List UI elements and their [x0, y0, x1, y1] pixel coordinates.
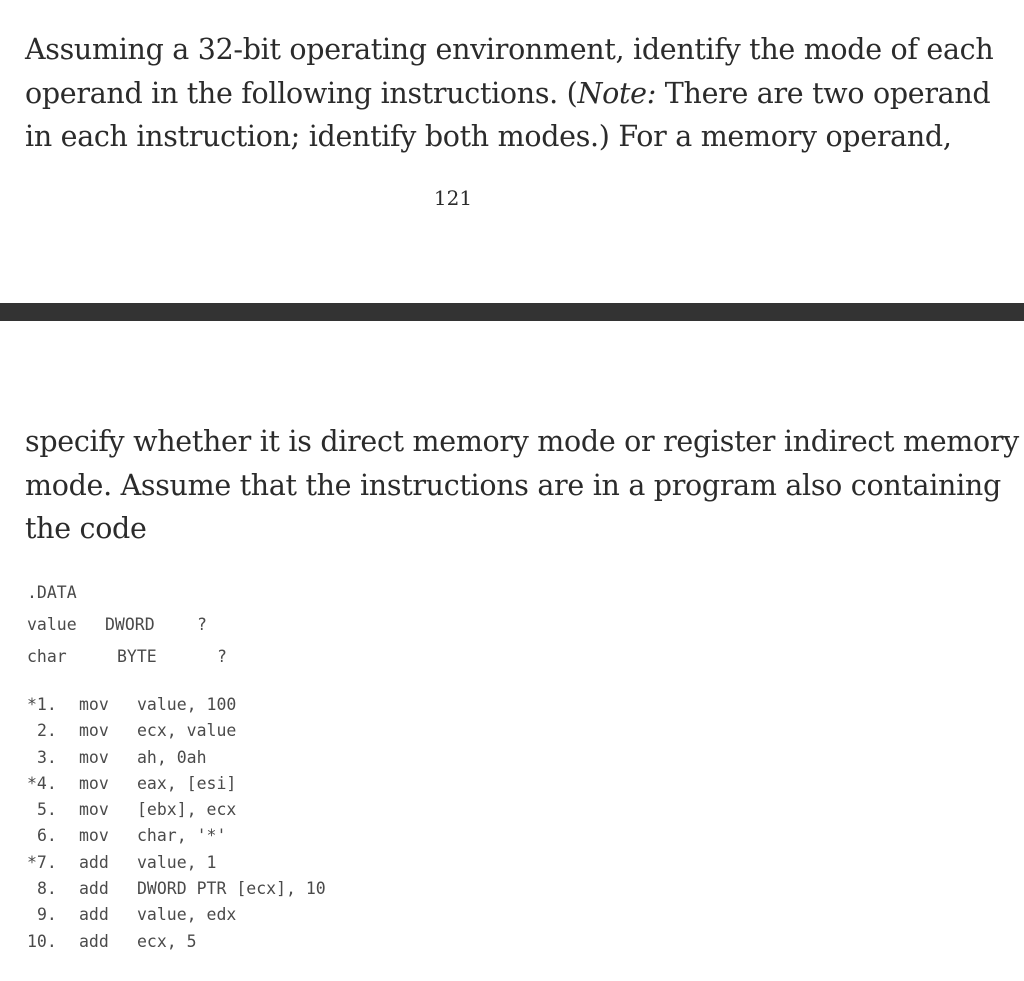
decl-init: ? — [217, 647, 227, 666]
declaration-row — [27, 615, 207, 634]
instruction-number: *1. — [27, 695, 57, 714]
instruction-operands: value, 100 — [137, 695, 237, 714]
instruction-number: *7. — [27, 852, 57, 872]
instruction-op: mov — [79, 695, 109, 714]
page-divider — [0, 303, 1024, 321]
instruction-number: 5. — [36, 800, 57, 820]
decl-init: ? — [197, 615, 207, 634]
instruction-number: *4. — [27, 773, 57, 793]
instruction-op: mov — [79, 800, 109, 820]
instruction-operands: ah, 0ah — [137, 747, 207, 767]
decl-name: value — [27, 615, 77, 634]
instruction-number: 9. — [36, 905, 57, 925]
instruction-number: 8. — [36, 879, 57, 899]
text-line — [25, 72, 991, 116]
instruction-op: add — [79, 905, 109, 925]
text-line: in each instruction; identify both modes.) For a memory operand, — [25, 120, 952, 153]
instruction-operands: [ebx], ecx — [137, 800, 237, 820]
instruction-number: 2. — [36, 721, 57, 741]
instruction-op: add — [79, 931, 109, 951]
instruction-list — [27, 692, 326, 955]
page-number: 121 — [433, 186, 473, 210]
text-line: Assuming a 32-bit operating environment, identify the mode of each — [25, 33, 994, 66]
page-top-paragraph — [25, 28, 994, 163]
instruction-op: mov — [79, 826, 109, 846]
decl-type: DWORD — [105, 615, 155, 634]
instruction-operands: ecx, 5 — [137, 931, 197, 951]
instruction-operands: value, edx — [137, 905, 237, 925]
text-line: specify whether it is direct memory mode or register indirect memory — [25, 425, 1019, 458]
instruction-row — [27, 823, 326, 849]
text-line: mode. Assume that the instructions are in a program also containing — [25, 468, 1001, 502]
instruction-operands: DWORD PTR [ecx], 10 — [137, 879, 326, 899]
instruction-op: mov — [79, 747, 109, 767]
instruction-op: add — [79, 879, 109, 899]
instruction-number: 3. — [36, 747, 57, 767]
instruction-operands: char, '*' — [137, 826, 227, 846]
instruction-row — [27, 902, 326, 928]
instruction-row — [27, 718, 326, 744]
instruction-row — [27, 692, 326, 718]
instruction-row — [27, 929, 326, 955]
instruction-number: 10. — [27, 931, 57, 951]
instruction-operands: ecx, value — [137, 721, 237, 741]
instruction-row — [27, 797, 326, 823]
instruction-row — [27, 850, 326, 876]
page-bottom-paragraph — [25, 420, 1019, 555]
instruction-operands: eax, [esi] — [137, 773, 237, 793]
instruction-op: add — [79, 852, 109, 872]
instruction-row — [27, 745, 326, 771]
decl-type: BYTE — [117, 647, 157, 666]
instruction-op: mov — [79, 721, 109, 741]
declaration-row — [27, 647, 227, 666]
text-segment: There are two operand — [656, 76, 991, 110]
data-directive: .DATA — [27, 583, 77, 602]
note-emphasis: Note: — [577, 76, 657, 110]
instruction-number: 6. — [36, 826, 57, 846]
text-line: the code — [25, 512, 147, 545]
instruction-operands: value, 1 — [137, 852, 217, 872]
text-segment: operand in the following instructions. ( — [25, 76, 578, 110]
instruction-row — [27, 771, 326, 797]
decl-name: char — [27, 647, 67, 666]
instruction-op: mov — [79, 773, 109, 793]
instruction-row — [27, 876, 326, 902]
